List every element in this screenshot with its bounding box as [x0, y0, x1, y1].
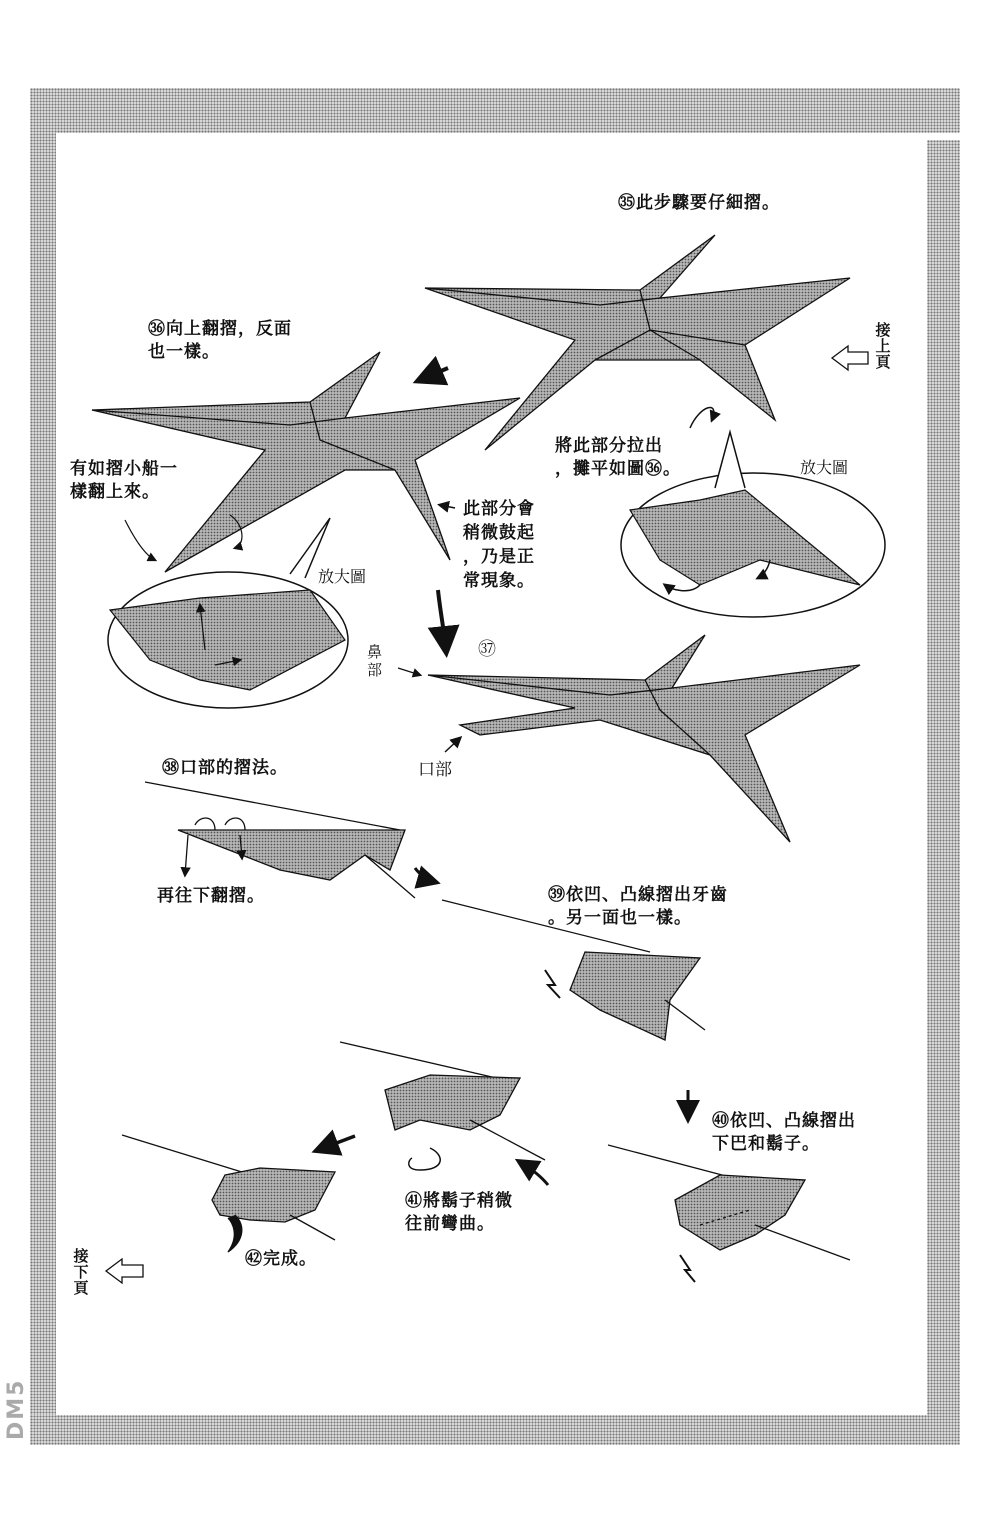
mouth-pointer: [445, 738, 460, 752]
direction-arrow: [420, 368, 448, 380]
bulge-note: 此部分會 稍微鼓起 ，乃是正 常現象。: [463, 499, 535, 591]
step39-label: ㊴依凹、凸線摺出牙齒 。另一面也一樣。: [548, 885, 728, 928]
enlarge-left-label: 放大圖: [318, 567, 367, 586]
step35-label: ㉟此步驟要仔細摺。: [618, 193, 780, 213]
pull-note: 將此部分拉出 ，攤平如圖㊱。: [555, 436, 681, 479]
step37-label: ㊲: [478, 639, 496, 660]
bulge-pointer: [440, 505, 455, 508]
enlarge-right-label: 放大圖: [800, 458, 849, 477]
continue-prev-label: 接 上 頁: [875, 321, 891, 371]
step38-label: ㊳口部的摺法。: [162, 758, 288, 778]
down-arrow: [438, 590, 446, 650]
boat-note: 有如摺小船一 樣翻上來。: [70, 459, 178, 502]
figure-step42: [122, 1135, 335, 1252]
figure-step38: [145, 782, 415, 898]
step42-label: ㊷完成。: [245, 1249, 317, 1269]
nose-label: 鼻 部: [367, 643, 383, 679]
step41-label: ㊶將鬍子稍微 往前彎曲。: [405, 1191, 513, 1234]
pull-arrow: [690, 408, 714, 428]
watermark: DM5: [4, 1378, 29, 1440]
continue-prev-arrow: [832, 346, 868, 370]
enlarged-view-left: [108, 518, 348, 708]
fold-down-label: 再往下翻摺。: [157, 886, 265, 906]
step40-label: ㊵依凹、凸線摺出 下巴和鬍子。: [712, 1111, 856, 1154]
figure-step37: [428, 635, 860, 842]
mouth-label: 口部: [418, 760, 452, 780]
continue-next-label: 接 下 頁: [73, 1247, 89, 1297]
figure-step41: [340, 1042, 545, 1170]
boat-pointer: [125, 520, 155, 560]
figure-step40: [608, 1145, 850, 1282]
nose-pointer: [398, 668, 420, 675]
continue-next-arrow: [106, 1259, 143, 1283]
step36-label: ㊱向上翻摺，反面 也一樣。: [148, 319, 292, 362]
figure-step35: [425, 235, 850, 450]
